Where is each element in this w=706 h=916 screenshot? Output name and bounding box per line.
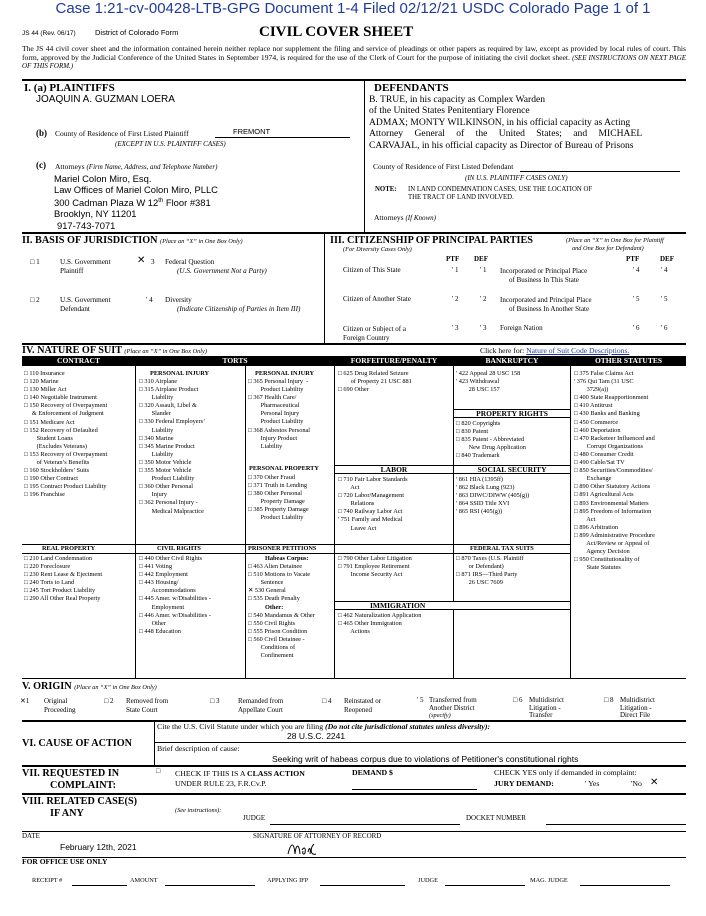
click-here: Click here for: Nature of Suit Code Descriptions.	[480, 346, 630, 355]
suit-item[interactable]: □ 830 Patent	[456, 428, 489, 436]
federal-tax-head: FEDERAL TAX SUITS	[470, 545, 534, 552]
suit-item[interactable]: □ 320 Assault, Libel &	[139, 402, 197, 410]
suit-item[interactable]: □ 446 Amer. w/Disabilities -	[139, 611, 211, 619]
suit-item[interactable]: Leave Act	[338, 524, 377, 532]
habeas-head: Habeas Corpus:	[265, 555, 309, 562]
juris-2[interactable]: □ 2	[30, 296, 40, 304]
citizenship-note3: (For Diversity Cases Only)	[343, 246, 412, 253]
suit-item[interactable]: of Veteran’s Benefits	[24, 459, 90, 467]
demand-label: DEMAND $	[352, 768, 393, 777]
suit-item[interactable]: □ 110 Insurance	[24, 370, 65, 377]
labor-list[interactable]	[338, 476, 408, 533]
suit-item[interactable]: □ 400 State Reapportionment	[574, 394, 649, 402]
property-list[interactable]	[456, 420, 526, 460]
suit-item[interactable]: □ 890 Other Statutory Actions	[574, 483, 651, 491]
jury-demand-label: JURY DEMAND:	[494, 779, 554, 788]
suit-item[interactable]: Act/Review or Appeal of	[574, 539, 650, 547]
amount-label: AMOUNT	[130, 877, 158, 884]
suit-item[interactable]: □ 460 Deportation	[574, 426, 621, 434]
related-judge-label: JUDGE	[243, 814, 266, 822]
suit-item[interactable]: □ 330 Federal Employers’	[139, 418, 206, 426]
suit-item[interactable]: □ 470 Racketeer Influenced and	[574, 434, 655, 442]
suit-item[interactable]: □ 153 Recovery of Overpayment	[24, 450, 108, 458]
def-attorneys: Attorneys (If Known)	[374, 213, 436, 222]
suit-item[interactable]: □ 850 Securities/Commodities/	[574, 467, 653, 475]
jury-no[interactable]: 'No	[631, 779, 642, 788]
suit-item[interactable]: ' 864 SSID Title XVI	[456, 500, 510, 508]
signature[interactable]	[286, 838, 326, 865]
citizenship-note2: and One Box for Defendant)	[572, 245, 644, 252]
suit-item[interactable]: Act	[338, 484, 360, 492]
real-property-list[interactable]	[24, 555, 102, 604]
plaintiff-county-label: County of Residence of First Listed Plaintiff	[55, 129, 189, 138]
suit-item[interactable]: □ 380 Other Personal	[248, 490, 302, 498]
property-rights-head: PROPERTY RIGHTS	[454, 409, 570, 418]
suit-item[interactable]: Employment	[139, 603, 185, 611]
cit-row1-def[interactable]: ' 1	[480, 266, 487, 274]
suit-item[interactable]: □ 690 Other	[338, 386, 369, 394]
suit-item[interactable]: □ 368 Asbestos Personal	[248, 426, 311, 434]
mag-judge-label: MAG. JUDGE	[530, 877, 568, 884]
suit-item[interactable]: □ 430 Banks and Banking	[574, 410, 640, 418]
suit-item[interactable]: □ 560 Civil Detainee -	[248, 636, 305, 644]
related-note: (See instructions):	[175, 807, 222, 814]
suit-item[interactable]: □ 450 Commerce	[574, 418, 619, 426]
docket-label: DOCKET NUMBER	[466, 814, 526, 822]
suit-item[interactable]: Medical Malpractice	[139, 507, 204, 515]
office-use-label: FOR OFFICE USE ONLY	[22, 857, 108, 866]
suit-item[interactable]: □ 835 Patent - Abbreviated	[456, 436, 525, 444]
suit-item[interactable]: □ 791 Employee Retirement	[338, 563, 410, 571]
ifp-label: APPLYING IFP	[267, 877, 309, 884]
forfeiture-list[interactable]	[338, 370, 412, 394]
suit-item[interactable]: □ 245 Tort Product Liability	[24, 587, 96, 595]
suit-item[interactable]: Injury Product	[248, 434, 298, 442]
suit-item[interactable]: □ 350 Motor Vehicle	[139, 458, 192, 466]
prisoner-other-list[interactable]	[248, 612, 315, 661]
suit-item[interactable]: □ 896 Arbitration	[574, 523, 619, 531]
juris-3-label: Federal Question (U.S. Government Not a Party)	[165, 258, 267, 275]
suit-item[interactable]: Conditions of	[248, 644, 296, 652]
pi-head-a: PERSONAL INJURY	[150, 370, 210, 377]
signature-label: SIGNATURE OF ATTORNEY OF RECORD	[253, 832, 382, 840]
requested-label: VII. REQUESTED IN	[22, 768, 120, 779]
suit-item[interactable]: □ 130 Miller Act	[24, 386, 67, 394]
receipt-label: RECEIPT #	[32, 877, 63, 884]
suit-item[interactable]: □ 870 Taxes (U.S. Plaintiff	[456, 555, 524, 562]
nature-of-suit-link[interactable]: Nature of Suit Code Descriptions.	[526, 346, 630, 355]
citizenship-label: III. CITIZENSHIP OF PRINCIPAL PARTIES	[330, 235, 533, 246]
cit-row3-label2: Foreign Nation	[500, 324, 543, 332]
cit-row2-label2: Incorporated and Principal Place of Business In Another State	[500, 296, 592, 313]
plaintiff-county-note: (EXCEPT IN U.S. PLAINTIFF CASES)	[115, 140, 226, 148]
suit-item[interactable]: Slander	[139, 410, 171, 418]
suit-item[interactable]: □ 820 Copyrights	[456, 420, 501, 427]
immigration-head: IMMIGRATION	[335, 601, 570, 610]
jury-yes[interactable]: ' Yes	[585, 779, 600, 788]
plaintiffs-label: I. (a) PLAINTIFFS	[24, 82, 115, 94]
suit-item[interactable]: □ 710 Fair Labor Standards	[338, 476, 408, 483]
suit-item[interactable]: State Statutes	[574, 564, 621, 572]
related-label: VIII. RELATED CASE(S)	[22, 796, 138, 807]
cite-statute: Cite the U.S. Civil Statute under which you are filing (Do not cite jurisdictional statutes unless diversity):	[157, 722, 491, 731]
cause-label: VI. CAUSE OF ACTION	[22, 738, 133, 749]
defendant-county-note: (IN U.S. PLAINTIFF CASES ONLY)	[465, 174, 568, 182]
intro-text: The JS 44 civil cover sheet and the information contained herein neither replace nor supplement the filing and service of pleadings or other papers as required by law, except as provided by local rules of court. This form, approved by the Judicial Conference of the United States in September 1974, is required for the use of the Clerk of Court for the purpose of initiating the civil docket sheet. (SEE INSTRUCTIONS ON NEXT PAGE OF THIS FORM.)	[22, 44, 686, 71]
suit-item[interactable]: □ 490 Cable/Sat TV	[574, 459, 625, 467]
cit-row2-ptf2[interactable]: ' 5	[633, 295, 640, 303]
suit-item[interactable]: Relations	[338, 500, 375, 508]
suit-item[interactable]: □ 540 Mandamus & Other	[248, 612, 315, 619]
suit-item[interactable]: ' 861 HIA (1395ff)	[456, 476, 504, 483]
defendants-block[interactable]: B. TRUE, in his capacity as Complex Warden of the United States Penitentiary Florence ADMAX; MONTY WILKINSON, in his official capacity as Acting Attorney General of the United States; and MICHAEL CARVAJAL, in his official capacity as Director of Bureau of Prisons	[369, 94, 643, 151]
form-id: JS 44 (Rev. 06/17)	[22, 30, 76, 37]
prisoner-petitions-head: PRISONER PETITIONS	[248, 545, 317, 552]
suit-item[interactable]: □ 375 False Claims Act	[574, 370, 634, 377]
suit-item[interactable]: & Enforcement of Judgment	[24, 410, 104, 418]
suit-item[interactable]: □ 895 Freedom of Information	[574, 507, 652, 515]
suit-item[interactable]: Corrupt Organizations	[574, 442, 643, 450]
note-label: NOTE:	[375, 186, 397, 193]
suit-item[interactable]: □ 160 Stockholders’ Suits	[24, 467, 90, 475]
cit-row1-label2: Incorporated or Principal Place of Business In This State	[500, 267, 588, 284]
suit-item[interactable]: □ 340 Marine	[139, 434, 174, 442]
c-label: (c)	[36, 160, 46, 170]
suit-item[interactable]: □ 465 Other Immigration	[338, 620, 402, 628]
suit-item[interactable]: □ 365 Personal Injury -	[248, 378, 309, 385]
suit-item[interactable]: (Excludes Veterans)	[24, 442, 88, 450]
labor-head: LABOR	[335, 465, 453, 474]
suit-item[interactable]: Act	[574, 515, 596, 523]
juris-1-label: U.S. Government Plaintiff	[60, 258, 111, 275]
plaintiff-county-value[interactable]: FREMONT	[233, 127, 271, 136]
suit-item[interactable]: Product Liability	[248, 514, 304, 522]
suit-item[interactable]: Liability	[139, 394, 174, 402]
def-head: DEF	[474, 255, 488, 263]
tax-list[interactable]	[456, 555, 524, 587]
district-label: District of Colorado Form	[95, 28, 179, 37]
origin-5[interactable]: ' 5 Transferred from Another District (specify)	[417, 696, 477, 719]
hdr-bankruptcy: BANKRUPTCY	[454, 356, 570, 366]
suit-item[interactable]: □ 345 Marine Product	[139, 442, 195, 450]
attorneys-label: Attorneys (Firm Name, Address, and Telephone Number)	[55, 162, 218, 171]
suit-item[interactable]: Agency Decision	[574, 548, 630, 556]
citizenship-note1: (Place an “X” in One Box for Plaintiff	[566, 237, 664, 244]
juris-1[interactable]: □ 1	[30, 258, 40, 266]
labor-list-2[interactable]	[338, 555, 412, 579]
suit-item[interactable]: 28 USC 157	[456, 386, 500, 394]
cit-row2-def2[interactable]: ' 5	[661, 295, 668, 303]
suit-item[interactable]: Injury	[139, 491, 167, 499]
civil-rights-list[interactable]	[139, 555, 211, 636]
suit-item[interactable]: 26 USC 7609	[456, 579, 503, 587]
cit-row1-def2[interactable]: ' 4	[661, 266, 668, 274]
torts-pp-list[interactable]	[248, 474, 309, 523]
suit-item[interactable]: ' 862 Black Lung (923)	[456, 484, 515, 492]
suit-item[interactable]: □ 240 Torts to Land	[24, 579, 75, 587]
suit-item[interactable]: □ 230 Rent Lease & Ejectment	[24, 571, 103, 579]
juris-4-label: Diversity (Indicate Citizenship of Parties in Item III)	[165, 296, 301, 313]
suit-item[interactable]: Property Damage	[248, 498, 305, 506]
cit-row3-ptf2[interactable]: ' 6	[633, 324, 640, 332]
origin-8[interactable]: □ 8 Multidistrict Litigation - Direct File	[604, 696, 655, 719]
suit-item[interactable]: ' 865 RSI (405(g))	[456, 508, 503, 516]
check-yes-label: CHECK YES only if demanded in complaint:	[494, 768, 637, 777]
cit-row1-ptf[interactable]: ' 1	[452, 266, 459, 274]
suit-item[interactable]: ' 751 Family and Medical	[338, 516, 403, 524]
suit-item[interactable]: □ 355 Motor Vehicle	[139, 467, 192, 475]
suit-item[interactable]: □ 442 Employment	[139, 571, 188, 579]
cit-row2-def[interactable]: ' 2	[480, 295, 487, 303]
prisoner-other-head: Other:	[265, 604, 284, 611]
defendants-label: DEFENDANTS	[374, 82, 449, 94]
suit-item[interactable]: of Property 21 USC 881	[338, 378, 412, 386]
hdr-torts: TORTS	[136, 356, 334, 366]
suit-item[interactable]: □ 440 Other Civil Rights	[139, 555, 202, 562]
hdr-forfeiture: FORFEITURE/PENALTY	[335, 356, 453, 366]
brief-value[interactable]: Seeking writ of habeas corpus due to violations of Petitioner's constitutional rights	[272, 754, 579, 764]
cit-row3-def2[interactable]: ' 6	[661, 324, 668, 332]
suit-item[interactable]: ' 422 Appeal 28 USC 158	[456, 370, 521, 377]
suit-item[interactable]: Exchange	[574, 475, 612, 483]
suit-item[interactable]: ' 376 Qui Tam (31 USC	[574, 378, 634, 386]
suit-item[interactable]: □ 510 Motions to Vacate	[248, 571, 311, 579]
ptf-head-2: PTF	[626, 255, 640, 263]
suit-item[interactable]: □ 210 Land Condemnation	[24, 555, 92, 562]
cit-row2-label: Citizen of Another State	[343, 295, 411, 303]
origin-1[interactable]: ✕1 Original Proceeding	[20, 697, 76, 714]
suit-item[interactable]: □ 448 Education	[139, 627, 181, 635]
immigration-list[interactable]	[338, 612, 421, 636]
suit-item[interactable]: □ 462 Naturalization Application	[338, 612, 422, 619]
origin-4[interactable]: □ 4 Reinstated or Reopened	[322, 697, 382, 714]
suit-item[interactable]: □ 891 Agricultural Acts	[574, 491, 634, 499]
suit-item[interactable]: □ 550 Civil Rights	[248, 620, 296, 628]
hdr-other-statutes: OTHER STATUTES	[571, 356, 686, 366]
suit-item[interactable]: □ 360 Other Personal	[139, 483, 193, 491]
suit-item[interactable]: Personal Injury	[248, 410, 300, 418]
jurisdiction-label: II. BASIS OF JURISDICTION (Place an “X” in One Box Only)	[22, 235, 243, 246]
suit-item[interactable]: □ 535 Death Penalty	[248, 595, 300, 603]
suit-item[interactable]: □ 625 Drug Related Seizure	[338, 370, 409, 377]
suit-item[interactable]: Liability	[248, 442, 283, 450]
suit-item[interactable]: □ 555 Prison Condition	[248, 628, 308, 636]
juris-2-label: U.S. Government Defendant	[60, 296, 111, 313]
class-action-check[interactable]: □	[156, 767, 161, 775]
cit-row3-ptf[interactable]: ' 3	[452, 324, 459, 332]
suit-item[interactable]: □ 443 Housing/	[139, 579, 179, 587]
class-action-text: CHECK IF THIS IS A CLASS ACTION UNDER RULE 23, F.R.Cv.P.	[175, 769, 305, 788]
pp-head: PERSONAL PROPERTY	[249, 465, 319, 472]
suit-item[interactable]: Actions	[338, 628, 370, 636]
suit-item[interactable]: Student Loans	[24, 434, 73, 442]
cit-row1-label: Citizen of This State	[343, 266, 401, 274]
torts-b-list[interactable]	[248, 378, 310, 451]
suit-item[interactable]: □ 893 Environmental Matters	[574, 499, 649, 507]
hdr-contract: CONTRACT	[22, 356, 135, 366]
suit-item[interactable]: □ 290 All Other Real Property	[24, 595, 101, 603]
case-banner: Case 1:21-cv-00428-LTB-GPG Document 1-4 Filed 02/12/21 USDC Colorado Page 1 of 1	[55, 0, 651, 17]
contract-list[interactable]	[24, 370, 107, 500]
def-head-2: DEF	[660, 255, 674, 263]
suit-item[interactable]: □ 871 IRS—Third Party	[456, 571, 518, 579]
suit-item[interactable]: Confinement	[248, 652, 294, 660]
attorney-block[interactable]: Mariel Colon Miro, Esq. Law Offices of Mariel Colon Miro, PLLC 300 Cadman Plaza W 12th Floor #381 Brooklyn, NY 11201 917-743-7071	[54, 173, 218, 231]
suit-item[interactable]: or Defendant)	[456, 563, 504, 571]
suit-item[interactable]: □ 480 Consumer Credit	[574, 450, 634, 458]
juris-4[interactable]: ' 4	[146, 296, 153, 304]
b-label: (b)	[36, 128, 47, 138]
suit-item[interactable]: ✕ 530 General	[248, 587, 286, 595]
suit-item[interactable]: □ 195 Contract Product Liability	[24, 483, 107, 491]
juris-3-mark[interactable]: ✕	[137, 255, 146, 266]
jury-no-mark: ✕	[650, 777, 659, 788]
suit-item[interactable]: □ 410 Antitrust	[574, 402, 613, 410]
suit-item[interactable]: New Drug Application	[456, 444, 526, 452]
ss-list[interactable]	[456, 476, 529, 516]
office-judge-label: JUDGE	[418, 877, 438, 884]
suit-item[interactable]: Pharmaceutical	[248, 402, 300, 410]
suit-item[interactable]: Liability	[139, 426, 174, 434]
suit-item[interactable]: □ 152 Recovery of Defaulted	[24, 426, 98, 434]
date-value[interactable]: February 12th, 2021	[60, 842, 137, 852]
cit-row1-ptf2[interactable]: ' 4	[633, 266, 640, 274]
other-statutes-list[interactable]	[574, 370, 655, 572]
pi-head-b: PERSONAL INJURY	[255, 370, 315, 377]
suit-item[interactable]: ' 423 Withdrawal	[456, 378, 500, 386]
suit-item[interactable]: □ 220 Foreclosure	[24, 563, 71, 571]
torts-a-list[interactable]	[139, 378, 205, 516]
origin-2[interactable]: □ 2 Removed from State Court	[104, 697, 169, 714]
nature-of-suit-label: IV. NATURE OF SUIT (Place an “X” in One Box Only)	[22, 345, 207, 356]
origin-3[interactable]: □ 3 Remanded from Appellate Court	[210, 697, 284, 714]
civil-rights-head: CIVIL RIGHTS	[157, 545, 201, 552]
social-security-head: SOCIAL SECURITY	[454, 465, 570, 474]
suit-item[interactable]: □ 385 Property Damage	[248, 506, 309, 514]
suit-item[interactable]: Product Liability	[139, 475, 195, 483]
juris-3-num: 3	[151, 258, 155, 266]
suit-item[interactable]: Sentence	[248, 579, 284, 587]
suit-item[interactable]: □ 140 Negotiable Instrument	[24, 394, 97, 402]
suit-item[interactable]: □ 740 Railway Labor Act	[338, 508, 403, 516]
suit-item[interactable]: Liability	[139, 450, 174, 458]
note-text: IN LAND CONDEMNATION CASES, USE THE LOCATION OF THE TRACT OF LAND INVOLVED.	[408, 186, 593, 201]
suit-item[interactable]: Product Liability	[248, 418, 304, 426]
plaintiff-name[interactable]: JOAQUIN A. GUZMAN LOERA	[36, 94, 175, 105]
brief-label: Brief description of cause:	[157, 744, 240, 753]
suit-item[interactable]: □ 151 Medicare Act	[24, 418, 75, 426]
date-label: DATE	[22, 832, 40, 840]
suit-item[interactable]: □ 463 Alien Detainee	[248, 563, 302, 570]
bankruptcy-list[interactable]	[456, 370, 520, 394]
suit-item[interactable]: □ 315 Airplane Product	[139, 386, 199, 394]
suit-item[interactable]: □ 950 Constitutionality of	[574, 556, 640, 564]
cite-value[interactable]: 28 U.S.C. 2241	[287, 731, 346, 741]
cit-row3-label: Citizen or Subject of a Foreign Country	[343, 325, 406, 342]
cit-row2-ptf[interactable]: ' 2	[452, 295, 459, 303]
suit-item[interactable]: Income Security Act	[338, 571, 403, 579]
defendant-county-label: County of Residence of First Listed Defendant	[373, 162, 514, 171]
origin-6[interactable]: □ 6 Multidistrict Litigation - Transfer	[513, 696, 564, 719]
suit-item[interactable]: □ 367 Health Care/	[248, 394, 297, 402]
suit-item[interactable]: □ 196 Franchise	[24, 491, 65, 499]
suit-item[interactable]: □ 371 Truth in Lending	[248, 482, 308, 490]
suit-item[interactable]: □ 310 Airplane	[139, 378, 178, 385]
ptf-head: PTF	[446, 255, 460, 263]
suit-item[interactable]: □ 120 Marine	[24, 378, 59, 386]
suit-item[interactable]: □ 370 Other Fraud	[248, 474, 295, 481]
suit-item[interactable]: □ 720 Labor/Management	[338, 492, 405, 500]
origin-label: V. ORIGIN (Place an “X” in One Box Only)	[22, 681, 157, 692]
cit-row3-def[interactable]: ' 3	[480, 324, 487, 332]
form-title: CIVIL COVER SHEET	[259, 24, 414, 40]
suit-item[interactable]: Product Liability	[248, 386, 304, 394]
suit-item[interactable]: □ 150 Recovery of Overpayment	[24, 402, 108, 410]
suit-item[interactable]: Other	[139, 619, 166, 627]
suit-item[interactable]: □ 790 Other Labor Litigation	[338, 555, 412, 562]
complaint-label: COMPLAINT:	[50, 780, 117, 791]
real-property-head: REAL PROPERTY	[42, 545, 96, 552]
suit-item[interactable]: □ 441 Voting	[139, 563, 172, 571]
suit-item[interactable]: □ 840 Trademark	[456, 452, 500, 460]
suit-item[interactable]: □ 445 Amer. w/Disabilities -	[139, 595, 211, 603]
suit-item[interactable]: □ 190 Other Contract	[24, 475, 78, 483]
suit-item[interactable]: □ 899 Administrative Procedure	[574, 531, 655, 539]
suit-item[interactable]: Accommodations	[139, 587, 196, 595]
suit-item[interactable]: 3729(a))	[574, 386, 609, 394]
suit-item[interactable]: ' 863 DIWC/DIWW (405(g))	[456, 492, 530, 500]
suit-item[interactable]: □ 362 Personal Injury -	[139, 499, 198, 507]
if-any-label: IF ANY	[50, 808, 84, 819]
prisoner-list[interactable]	[248, 563, 310, 603]
